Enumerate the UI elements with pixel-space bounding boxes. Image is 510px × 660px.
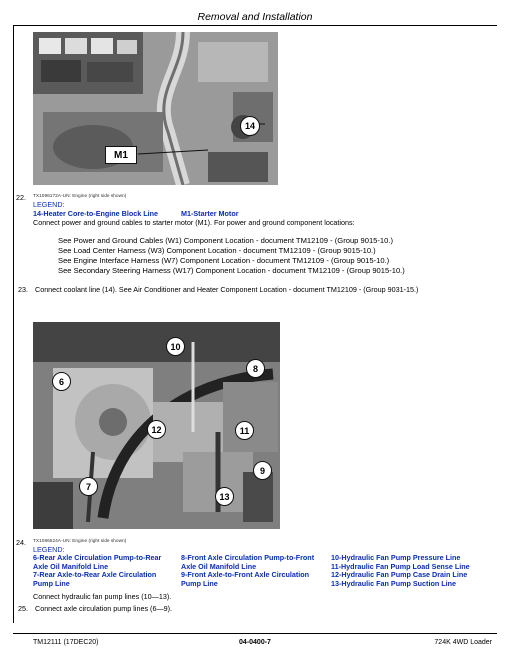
legend-item-6: 6-Rear Axle Circulation Pump-to-Rear Axle Oil Manifold Line	[33, 553, 162, 571]
callout-6: 6	[52, 372, 71, 391]
legend-item-14: 14-Heater Core-to-Engine Block Line	[33, 209, 159, 218]
legend-item-13: 13-Hydraulic Fan Pump Suction Line	[331, 578, 457, 588]
footer-doc-id: TM12111 (17DEC20)	[33, 639, 99, 646]
ref-power-ground: See Power and Ground Cables (W1) Component Location - document TM12109 - (Group 9015-10.)	[58, 236, 394, 245]
legend-item-m1: M1-Starter Motor	[181, 209, 239, 218]
step-22-legend-label: LEGEND:	[33, 200, 65, 209]
ref-load-center: See Load Center Harness (W3) Component Location - document TM12109 - (Group 9015-10.)	[58, 246, 376, 255]
engine-photo-1-illustration	[33, 32, 278, 185]
step-22-number: 22.	[16, 193, 26, 202]
callout-7: 7	[79, 477, 98, 496]
step-22-text: Connect power and ground cables to starter motor (M1). For power and ground component locations:	[33, 218, 355, 227]
ref-engine-interface: See Engine Interface Harness (W7) Component Location - document TM12109 - (Group 9015-10.)	[58, 256, 390, 265]
figure1-caption: TX1096172A-UN: Engine (right side shown)	[33, 194, 127, 199]
callout-m1: M1	[105, 146, 137, 164]
footer-model: 724K 4WD Loader	[434, 639, 492, 646]
callout-10: 10	[166, 337, 185, 356]
callout-8: 8	[246, 359, 265, 378]
callout-14-figure1: 14	[240, 116, 260, 136]
step-25-text: Connect axle circulation pump lines (6—9).	[35, 604, 173, 613]
legend-item-12: 12-Hydraulic Fan Pump Case Drain Line	[331, 570, 468, 579]
engine-photo-1	[33, 32, 278, 185]
footer-page-number: 04-0400-7	[239, 639, 271, 646]
callout-13: 13	[215, 487, 234, 506]
legend-item-7: 7-Rear Axle-to-Rear Axle Circulation Pump Line	[33, 570, 157, 588]
callout-9: 9	[253, 461, 272, 480]
step-24-legend	[33, 554, 493, 592]
footer-rule	[13, 633, 497, 634]
step-22-legend	[33, 209, 483, 218]
legend-item-8: 8-Front Axle Circulation Pump-to-Front Axle Oil Manifold Line	[181, 553, 315, 571]
callout-12: 12	[147, 420, 166, 439]
legend-item-11: 11-Hydraulic Fan Pump Load Sense Line	[331, 561, 470, 571]
step-23-text: Connect coolant line (14). See Air Conditioner and Heater Component Location - document TM12109 - (Group 9031-15.)	[35, 285, 419, 294]
step-24-number: 24.	[16, 538, 26, 547]
step-22-block	[33, 193, 483, 228]
callout-11: 11	[235, 421, 254, 440]
step-25-number: 25.	[18, 604, 28, 613]
step-24-block	[33, 538, 493, 602]
step-24-legend-label: LEGEND:	[33, 545, 65, 554]
figure2-caption: TX1086524A-UN: Engine (right side shown)	[33, 539, 127, 544]
step-24-text: Connect hydraulic fan pump lines (10—13).	[33, 592, 172, 601]
legend-item-10: 10-Hydraulic Fan Pump Pressure Line	[331, 553, 461, 562]
header-rule	[13, 25, 497, 26]
left-margin-rule	[13, 25, 14, 623]
ref-secondary-steering: See Secondary Steering Harness (W17) Component Location - document TM12109 - (Group 9015-10.)	[58, 266, 405, 275]
page-title: Removal and Installation	[197, 11, 313, 23]
legend-item-9: 9-Front Axle-to-Front Axle Circulation Pump Line	[181, 570, 310, 588]
step-23-number: 23.	[18, 285, 28, 294]
